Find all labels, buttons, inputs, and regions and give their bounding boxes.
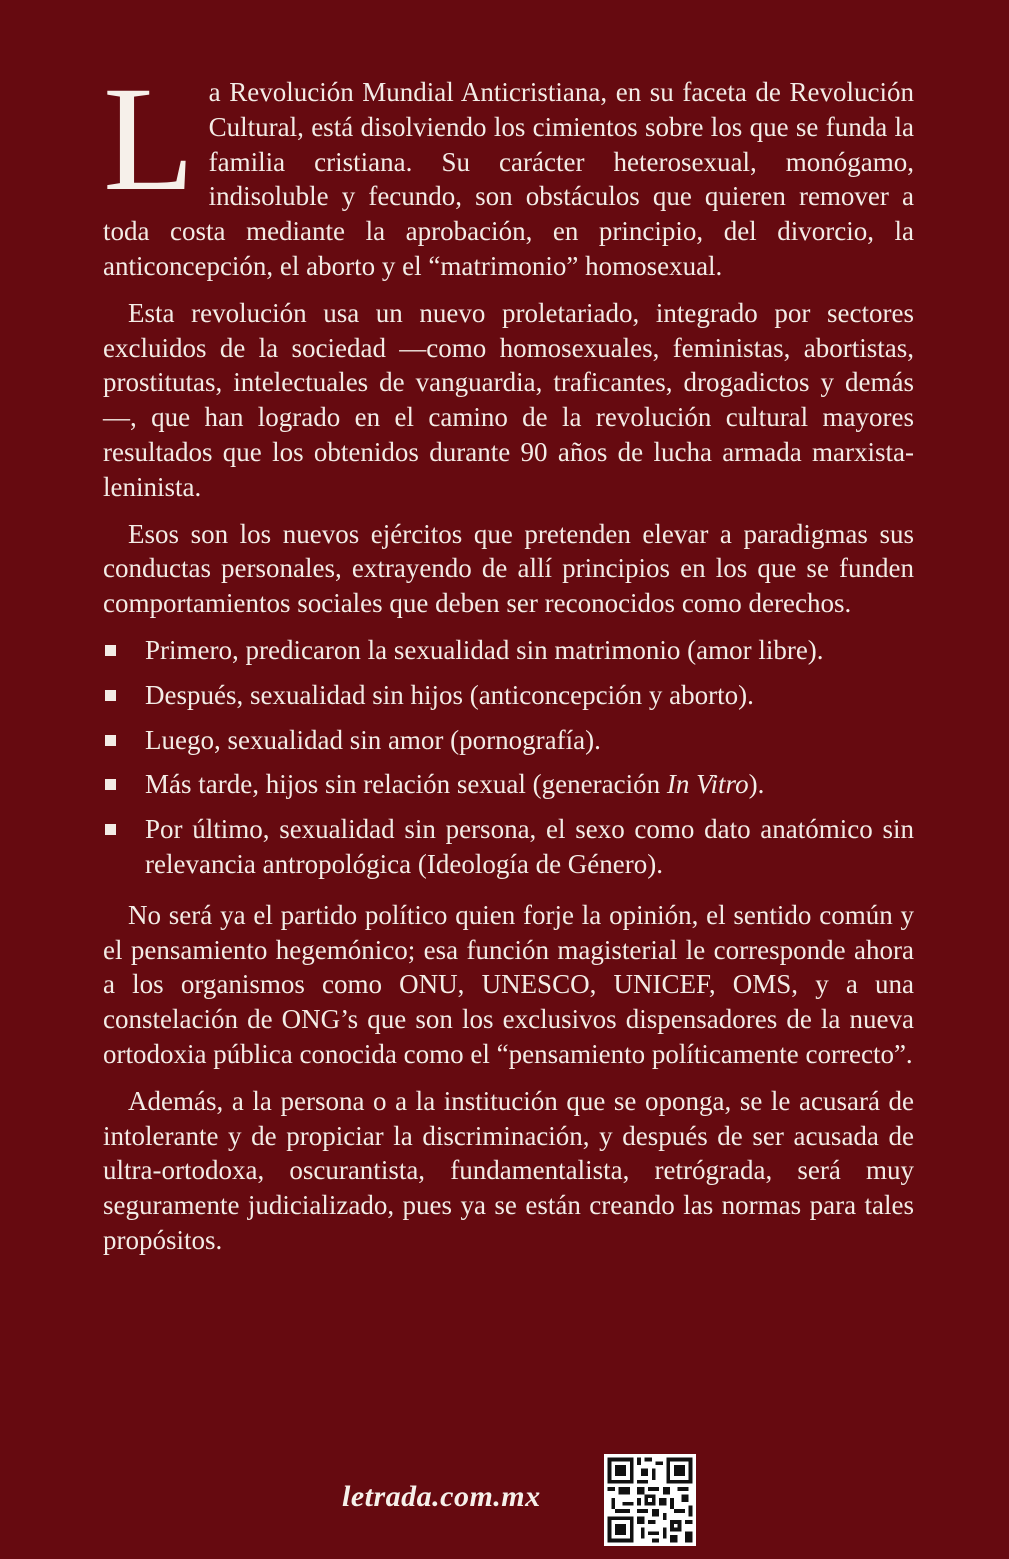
list-item [103, 633, 914, 668]
square-bullet-icon [105, 690, 116, 701]
list-item [103, 678, 914, 713]
list-item [103, 767, 914, 802]
list-item [103, 812, 914, 882]
paragraph-2: Esta revolución usa un nuevo proletariado, integrado por sectores excluidos de la sociedad —como homosexuales, feministas, abortistas, prostitutas, intelectuales de vanguardia, traficantes, drogadictos y demás—, que han logrado en el camino de la revolución cultural mayores resultados que los obtenidos durante 90 años de lucha armada marxista-leninista. [103, 297, 914, 502]
square-bullet-icon [105, 824, 116, 835]
square-bullet-icon [105, 735, 116, 746]
paragraph-3: Esos son los nuevos ejércitos que pretenden elevar a paradigmas sus conductas personales, extrayendo de allí principios en los que se funden comportamientos sociales que deben ser reconocidos como derechos. [103, 518, 914, 619]
paragraph-1 [103, 56, 914, 284]
bullet-list [103, 633, 914, 882]
body-text [103, 56, 914, 1258]
list-item-text: Después, sexualidad sin hijos (anticoncepción y aborto). [145, 679, 754, 710]
list-item-text: Primero, predicaron la sexualidad sin matrimonio (amor libre). [145, 634, 824, 665]
list-item-text-after: ). [748, 769, 765, 800]
qr-code-icon [604, 1454, 696, 1546]
website-link[interactable]: letrada.com.mx [342, 1480, 541, 1513]
footer [0, 1450, 1009, 1546]
list-item-text: Luego, sexualidad sin amor (pornografía). [145, 724, 601, 755]
square-bullet-icon [105, 645, 116, 656]
list-item-text: Por último, sexualidad sin persona, el sexo como dato anatómico sin relevancia antropológica (Ideología de Género). [145, 814, 914, 879]
square-bullet-icon [105, 779, 116, 790]
drop-cap: L [103, 56, 195, 222]
list-item-text-before: Más tarde, hijos sin relación sexual (generación [145, 769, 667, 800]
paragraph-5: Además, a la persona o a la institución que se oponga, se le acusará de intolerante y de propiciar la discriminación, y después de ser acusada de ultra-ortodoxa, oscurantista, fundamentalista, retrógrada, será muy seguramente judicializado, pues ya se están creando las normas para tales propósitos. [103, 1085, 914, 1255]
paragraph-1-text: a Revolución Mundial Anticristiana, en su faceta de Revolución Cultural, está disolviendo los cimientos sobre los que se funda la familia cristiana. Su carácter heterosexual, monógamo, indisoluble y fecundo, son obstáculos que quieren remover a toda costa mediante la aprobación, en principio, del divorcio, la anticoncepción, el aborto y el “matrimonio” homosexual. [103, 77, 914, 281]
list-item [103, 723, 914, 758]
paragraph-4: No será ya el partido político quien forje la opinión, el sentido común y el pensamiento hegemónico; esa función magisterial le corresponde ahora a los organismos como ONU, UNESCO, UNICEF, OMS, y a una constelación de ONG’s que son los exclusivos dispensadores de la nueva ortodoxia pública conocida como el “pensamiento políticamente correcto”. [103, 899, 914, 1069]
list-item-italic: In Vitro [666, 769, 749, 800]
